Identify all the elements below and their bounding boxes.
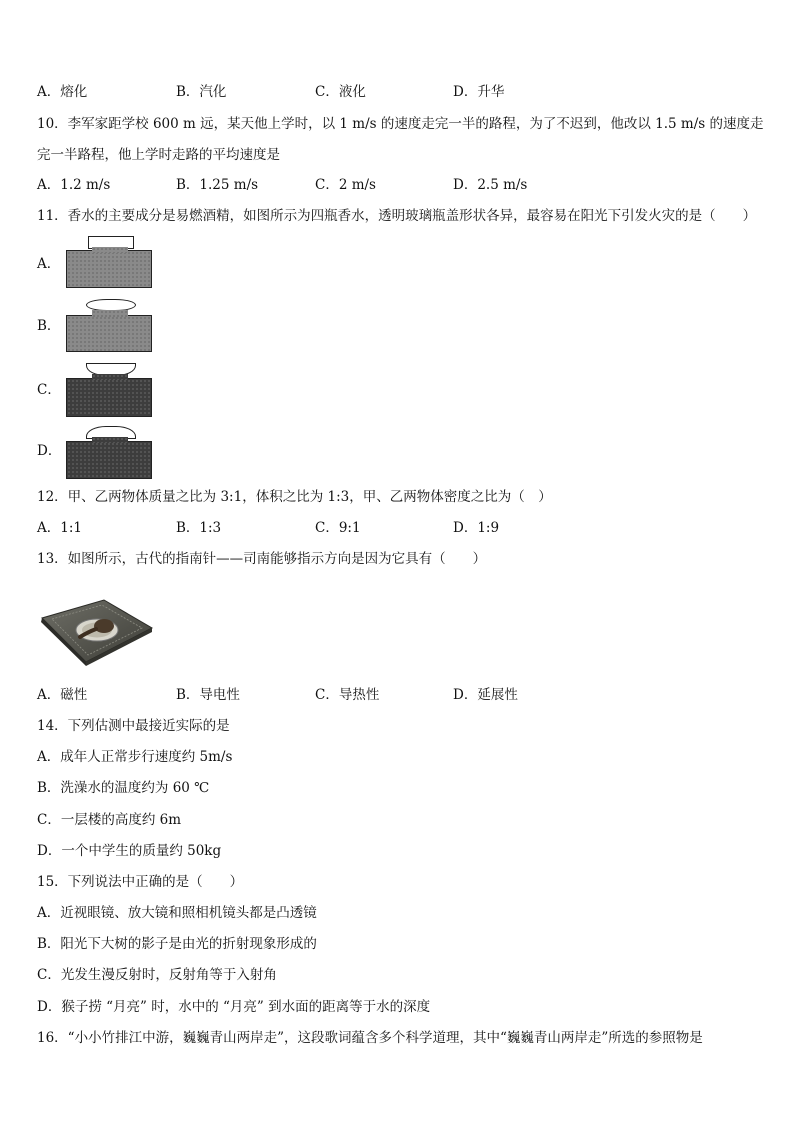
perfume-bottle-c xyxy=(66,363,156,419)
q15-stem: 15．下列说法中正确的是（ ） xyxy=(37,874,244,890)
q10-option-a: A．1.2 m/s xyxy=(37,177,111,193)
q13-option-c: C．导热性 xyxy=(315,687,380,703)
perfume-bottle-a xyxy=(66,236,156,292)
q12-stem: 12．甲、乙两物体质量之比为 3:1，体积之比为 1:3，甲、乙两物体密度之比为（ ） xyxy=(37,489,552,505)
q13-option-b: B．导电性 xyxy=(176,687,240,703)
q9-option-d: D．升华 xyxy=(453,84,505,100)
q10-option-c: C．2 m/s xyxy=(315,177,376,193)
q10-option-b: B．1.25 m/s xyxy=(176,177,259,193)
q13-stem: 13．如图所示，古代的指南针——司南能够指示方向是因为它具有（ ） xyxy=(37,551,487,567)
q12-option-d: D．1:9 xyxy=(453,520,500,536)
q10-stem-line2: 完一半路程，他上学时走路的平均速度是 xyxy=(37,147,280,163)
q9-option-c: C．液化 xyxy=(315,84,366,100)
q10-option-d: D．2.5 m/s xyxy=(453,177,528,193)
q15-option-d: D．猴子捞 “月亮” 时，水中的 “月亮” 到水面的距离等于水的深度 xyxy=(37,999,431,1015)
q14-option-a: A．成年人正常步行速度约 5m/s xyxy=(37,749,233,765)
q14-option-d: D．一个中学生的质量约 50kg xyxy=(37,843,222,859)
q9-option-b: B．汽化 xyxy=(176,84,227,100)
q15-option-b: B．阳光下大树的影子是由光的折射现象形成的 xyxy=(37,936,317,952)
q14-option-c: C．一层楼的高度约 6m xyxy=(37,812,182,828)
q12-option-a: A．1:1 xyxy=(37,520,82,536)
q11-stem: 11．香水的主要成分是易燃酒精，如图所示为四瓶香水，透明玻璃瓶盖形状各异，最容易在阳光下引发火灾的是（ ） xyxy=(37,208,757,224)
q14-stem: 14．下列估测中最接近实际的是 xyxy=(37,718,230,734)
q13-option-d: D．延展性 xyxy=(453,687,518,703)
q15-option-a: A．近视眼镜、放大镜和照相机镜头都是凸透镜 xyxy=(37,905,317,921)
perfume-bottle-b xyxy=(66,299,156,355)
q11-label-a: A． xyxy=(37,256,61,272)
q11-label-c: C． xyxy=(37,382,61,398)
q11-label-b: B． xyxy=(37,318,61,334)
q16-stem: 16．“小小竹排江中游，巍巍青山两岸走”，这段歌词蕴含多个科学道理，其中“巍巍青山两岸走”所选的参照物是 xyxy=(37,1030,703,1046)
sinan-compass-image xyxy=(38,588,156,668)
q9-option-a: A．熔化 xyxy=(37,84,88,100)
q12-option-b: B．1:3 xyxy=(176,520,222,536)
q11-label-d: D． xyxy=(37,443,62,459)
q12-option-c: C．9:1 xyxy=(315,520,361,536)
q10-stem-line1: 10．李军家距学校 600 m 远，某天他上学时，以 1 m/s 的速度走完一半的路程，为了不迟到，他改以 1.5 m/s 的速度走 xyxy=(37,116,764,132)
q15-option-c: C．光发生漫反射时，反射角等于入射角 xyxy=(37,967,277,983)
perfume-bottle-d xyxy=(66,426,156,482)
q14-option-b: B．洗澡水的温度约为 60 ℃ xyxy=(37,780,210,796)
q13-option-a: A．磁性 xyxy=(37,687,88,703)
